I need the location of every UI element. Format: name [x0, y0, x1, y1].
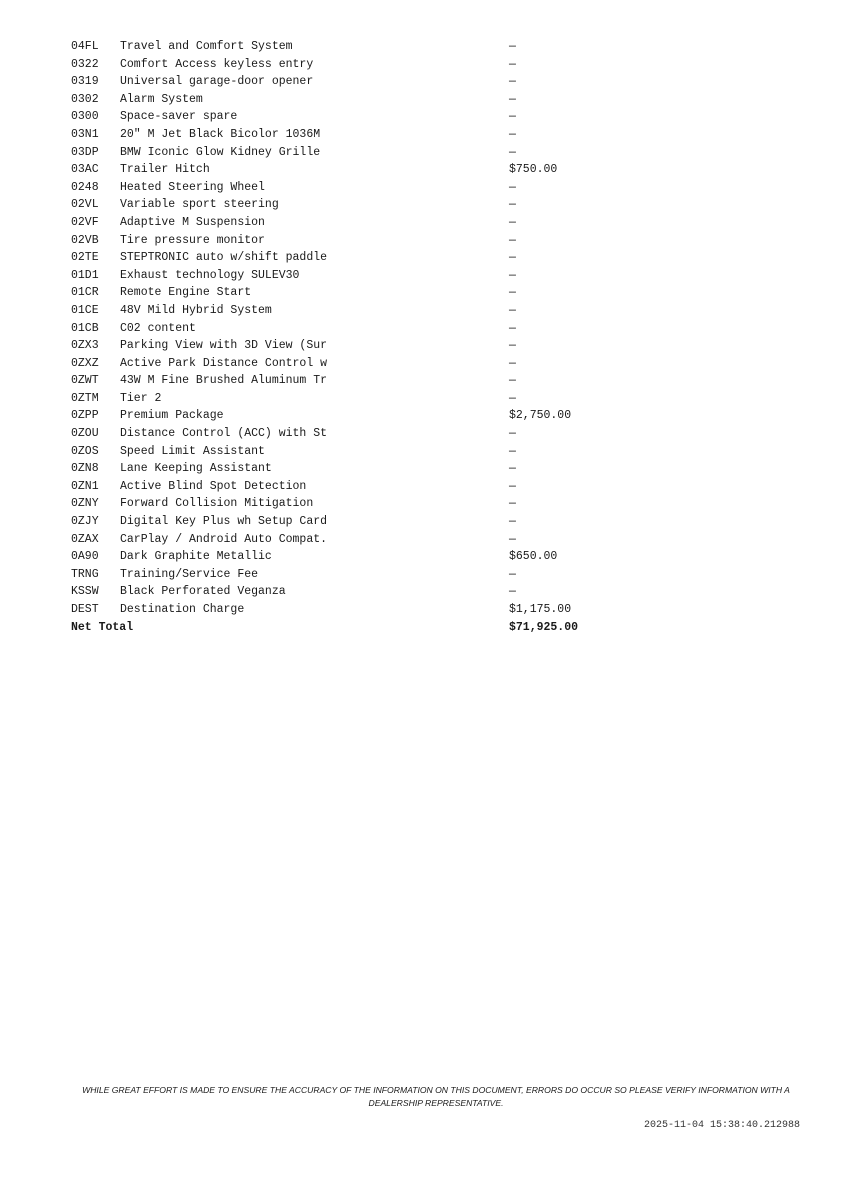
option-row	[71, 232, 671, 250]
option-row	[71, 390, 671, 408]
option-code: 04FL	[71, 40, 99, 53]
option-price: —	[509, 427, 516, 441]
option-code: 0ZPP	[71, 409, 99, 423]
option-code: 0ZXZ	[71, 356, 99, 370]
option-description: C02 content	[120, 321, 196, 335]
option-row	[71, 548, 671, 566]
option-price: $650.00	[509, 550, 558, 564]
option-row	[71, 583, 671, 601]
net-total-row	[71, 619, 671, 637]
option-code: 01CR	[71, 286, 99, 300]
option-code: 0ZN1	[71, 479, 99, 493]
option-price: —	[509, 479, 516, 493]
option-description: Destination Charge	[120, 603, 245, 616]
option-row	[71, 267, 671, 285]
option-price: —	[509, 515, 516, 529]
option-price: —	[509, 444, 516, 458]
option-row	[71, 73, 671, 91]
option-row	[71, 214, 671, 232]
option-price: —	[509, 585, 516, 599]
option-row	[71, 196, 671, 214]
option-description: Distance Control (ACC) with St	[120, 427, 328, 441]
option-price: —	[509, 391, 516, 405]
option-description: Space-saver spare	[120, 110, 238, 124]
option-code: 0248	[71, 180, 99, 194]
net-total-label: Net Total	[71, 620, 134, 634]
option-price: —	[509, 198, 516, 212]
option-code: 0ZNY	[71, 497, 99, 511]
option-row	[71, 320, 671, 338]
option-price: —	[509, 339, 516, 353]
option-description: BMW Iconic Glow Kidney Grille	[120, 145, 321, 159]
option-code: 02TE	[71, 251, 99, 265]
option-price: —	[509, 286, 516, 300]
option-price: —	[509, 92, 516, 106]
option-description: Variable sport steering	[120, 198, 279, 212]
option-code: DEST	[71, 603, 99, 616]
option-row	[71, 495, 671, 513]
option-row	[71, 144, 671, 162]
option-code: 0ZTM	[71, 391, 99, 405]
option-code: 03AC	[71, 163, 99, 177]
option-row	[71, 56, 671, 74]
option-description: Trailer Hitch	[120, 163, 210, 177]
option-code: 0ZN8	[71, 462, 99, 476]
option-description: Active Park Distance Control w	[120, 356, 328, 370]
option-row	[71, 179, 671, 197]
option-price: —	[509, 268, 516, 282]
option-price: —	[509, 497, 516, 511]
option-row	[71, 126, 671, 144]
option-rows	[71, 38, 671, 619]
option-price: —	[509, 127, 516, 141]
option-code: 03N1	[71, 127, 99, 141]
option-code: 0300	[71, 110, 99, 124]
option-description: Tire pressure monitor	[120, 233, 265, 247]
option-description: Lane Keeping Assistant	[120, 462, 272, 476]
option-row	[71, 566, 671, 584]
option-description: Forward Collision Mitigation	[120, 497, 314, 511]
option-price: —	[509, 567, 516, 581]
option-description: 20" M Jet Black Bicolor 1036M	[120, 127, 321, 141]
option-code: 0ZOS	[71, 444, 99, 458]
option-description: Universal garage-door opener	[120, 75, 314, 89]
option-code: TRNG	[71, 567, 99, 581]
option-description: Comfort Access keyless entry	[120, 57, 314, 71]
option-price: —	[509, 321, 516, 335]
option-description: Training/Service Fee	[120, 567, 259, 581]
option-code: 03DP	[71, 145, 99, 159]
option-code: 02VB	[71, 233, 99, 247]
option-row	[71, 161, 671, 179]
option-price: $1,175.00	[509, 603, 572, 616]
option-description: Exhaust technology SULEV30	[120, 268, 300, 282]
option-code: 0ZAX	[71, 532, 99, 546]
option-row	[71, 284, 671, 302]
option-row	[71, 91, 671, 109]
net-total-value: $71,925.00	[509, 620, 579, 634]
option-code: 02VF	[71, 215, 99, 229]
options-table	[71, 38, 671, 636]
option-price: —	[509, 303, 516, 317]
option-code: 0ZWT	[71, 374, 99, 388]
option-price: —	[509, 251, 516, 265]
option-price: —	[509, 215, 516, 229]
option-description: Travel and Comfort System	[120, 40, 293, 53]
option-price: —	[509, 110, 516, 124]
option-price: —	[509, 532, 516, 546]
option-code: 0319	[71, 75, 99, 89]
option-description: Alarm System	[120, 92, 203, 106]
option-price: $2,750.00	[509, 409, 572, 423]
option-row	[71, 249, 671, 267]
option-code: 02VL	[71, 198, 99, 212]
option-price: $750.00	[509, 163, 558, 177]
option-row	[71, 108, 671, 126]
option-description: 43W M Fine Brushed Aluminum Tr	[120, 374, 328, 388]
option-description: Speed Limit Assistant	[120, 444, 265, 458]
option-row	[71, 302, 671, 320]
option-code: 0302	[71, 92, 99, 106]
option-description: Heated Steering Wheel	[120, 180, 265, 194]
option-code: 0ZOU	[71, 427, 99, 441]
option-description: Active Blind Spot Detection	[120, 479, 307, 493]
timestamp: 2025-11-04 15:38:40.212988	[643, 1120, 800, 1131]
option-row	[71, 407, 671, 425]
option-description: CarPlay / Android Auto Compat.	[120, 532, 328, 546]
option-row	[71, 601, 671, 619]
option-row	[71, 531, 671, 549]
option-code: 0ZJY	[71, 515, 99, 529]
disclaimer-text: WHILE GREAT EFFORT IS MADE TO ENSURE THE ACCURACY OF THE INFORMATION ON THIS DOCUMENT, ERRORS DO OCCUR SO PLEASE VERIFY INFORMATION WITH A DEALERSHIP REPRESENTATIVE.	[82, 1085, 790, 1108]
option-description: Dark Graphite Metallic	[120, 550, 272, 564]
option-code: KSSW	[71, 585, 99, 599]
option-code: 0A90	[71, 550, 99, 564]
option-code: 01D1	[71, 268, 99, 282]
option-price: —	[509, 57, 516, 71]
option-price: —	[509, 462, 516, 476]
option-description: 48V Mild Hybrid System	[120, 303, 272, 317]
option-row	[71, 443, 671, 461]
option-description: Remote Engine Start	[120, 286, 252, 300]
option-description: Adaptive M Suspension	[120, 215, 265, 229]
option-price: —	[509, 40, 516, 53]
option-row	[71, 460, 671, 478]
option-price: —	[509, 374, 516, 388]
option-code: 0ZX3	[71, 339, 99, 353]
option-row	[71, 38, 671, 56]
option-code: 01CE	[71, 303, 99, 317]
option-description: Premium Package	[120, 409, 224, 423]
option-price: —	[509, 233, 516, 247]
option-price: —	[509, 75, 516, 89]
option-description: Digital Key Plus wh Setup Card	[120, 515, 328, 529]
option-row	[71, 478, 671, 496]
option-row	[71, 513, 671, 531]
option-description: Parking View with 3D View (Sur	[120, 339, 328, 353]
option-description: Tier 2	[120, 391, 162, 405]
option-description: Black Perforated Veganza	[120, 585, 286, 599]
option-price: —	[509, 356, 516, 370]
option-code: 01CB	[71, 321, 99, 335]
option-price: —	[509, 145, 516, 159]
option-row	[71, 425, 671, 443]
option-code: 0322	[71, 57, 99, 71]
option-price: —	[509, 180, 516, 194]
option-description: STEPTRONIC auto w/shift paddle	[120, 251, 328, 265]
option-row	[71, 337, 671, 355]
option-row	[71, 372, 671, 390]
option-row	[71, 355, 671, 373]
